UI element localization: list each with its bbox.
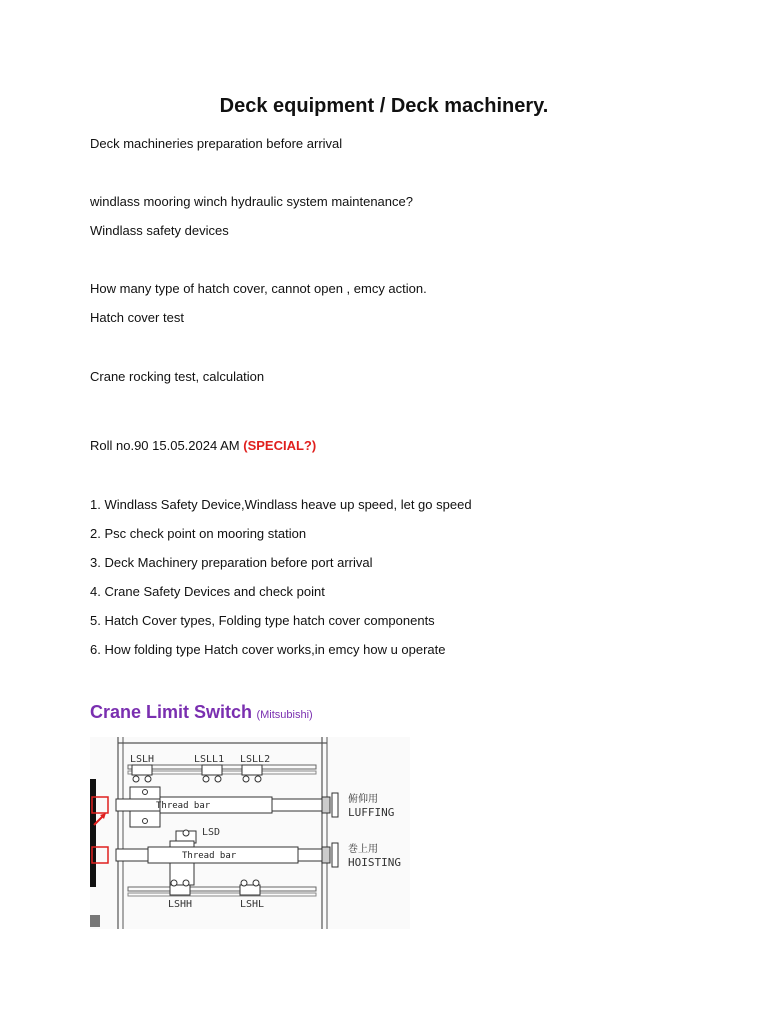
text-line: Windlass safety devices: [90, 223, 229, 238]
label-lslh: LSLH: [130, 754, 155, 765]
label-thread-bar-2: Thread bar: [182, 851, 237, 861]
page-title: Deck equipment / Deck machinery.: [219, 95, 549, 117]
label-lsll2: LSLL2: [240, 754, 271, 765]
question-item: 2. Psc check point on mooring station: [90, 526, 307, 541]
label-lsll1: LSLL1: [194, 754, 225, 765]
text-line: Deck machineries preparation before arrival: [90, 136, 343, 151]
label-lshl: LSHL: [240, 899, 265, 910]
roll-line: [90, 438, 316, 453]
section-heading: [90, 702, 313, 723]
text-line: Hatch cover test: [90, 310, 184, 325]
section-title: Crane Limit Switch: [90, 702, 253, 722]
roll-text: Roll no.90 15.05.2024 AM: [90, 438, 244, 453]
label-lshh: LSHH: [168, 899, 193, 910]
label-luffing-cn: 俯仰用: [348, 794, 378, 805]
label-hoisting-cn: 巻上用: [348, 844, 378, 855]
text-line: How many type of hatch cover, cannot open , emcy action.: [90, 281, 427, 296]
text-line: Crane rocking test, calculation: [90, 369, 265, 384]
text-line: windlass mooring winch hydraulic system maintenance?: [90, 194, 413, 209]
question-item: 4. Crane Safety Devices and check point: [90, 584, 325, 599]
question-item: 1. Windlass Safety Device,Windlass heave up speed, let go speed: [90, 497, 472, 512]
question-item: 3. Deck Machinery preparation before port arrival: [90, 555, 373, 570]
label-luffing: LUFFING: [348, 806, 395, 819]
question-item: 5. Hatch Cover types, Folding type hatch cover components: [90, 613, 435, 628]
section-subtitle: (Mitsubishi): [256, 709, 313, 721]
special-tag: (SPECIAL?): [243, 438, 317, 453]
crane-limit-switch-diagram: [90, 737, 410, 929]
label-lsd: LSD: [202, 827, 221, 838]
label-hoisting: HOISTING: [348, 856, 401, 869]
question-item: 6. How folding type Hatch cover works,in emcy how u operate: [90, 642, 446, 657]
label-thread-bar-1: Thread bar: [156, 801, 211, 811]
